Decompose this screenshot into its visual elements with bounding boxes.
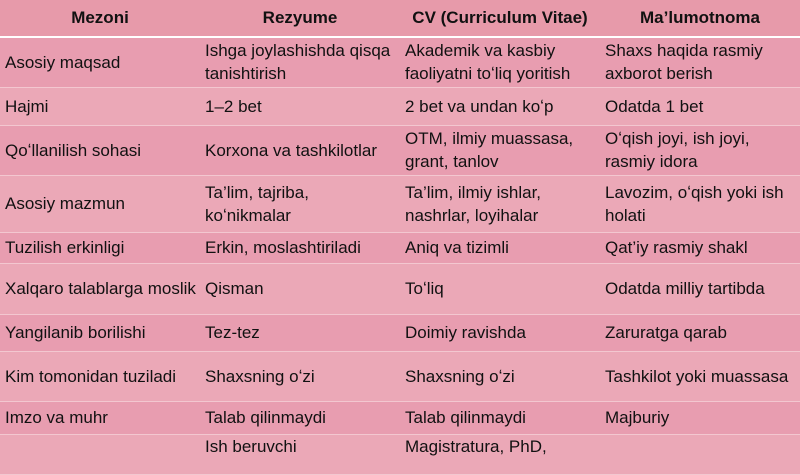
- cv-cell: 2 bet va undan koʻp: [400, 87, 600, 125]
- resume-cell: Ta’lim, tajriba, koʻnikmalar: [200, 175, 400, 232]
- table-row: [0, 401, 800, 434]
- criterion-cell: Tuzilish erkinligi: [0, 232, 200, 263]
- criterion-cell: Asosiy mazmun: [0, 175, 200, 232]
- cv-cell: Toʻliq: [400, 263, 600, 314]
- header-criterion: Mezoni: [0, 0, 200, 37]
- resume-cell: Ish beruvchi: [200, 434, 400, 474]
- table-row: [0, 232, 800, 263]
- reference-cell: Zaruratga qarab: [600, 314, 800, 351]
- criterion-cell: Xalqaro talablarga moslik: [0, 263, 200, 314]
- reference-cell: Qat’iy rasmiy shakl: [600, 232, 800, 263]
- resume-cell: Shaxsning oʻzi: [200, 351, 400, 401]
- reference-cell: Lavozim, oʻqish yoki ish holati: [600, 175, 800, 232]
- resume-cell: Korxona va tashkilotlar: [200, 125, 400, 175]
- cv-cell: Akademik va kasbiy faoliyatni toʻliq yoritish: [400, 37, 600, 87]
- header-cv: CV (Curriculum Vitae): [400, 0, 600, 37]
- table-row: [0, 263, 800, 314]
- cv-cell: Aniq va tizimli: [400, 232, 600, 263]
- criterion-cell: Qoʻllanilish sohasi: [0, 125, 200, 175]
- header-reference: Ma’lumotnoma: [600, 0, 800, 37]
- cv-cell: Doimiy ravishda: [400, 314, 600, 351]
- criterion-cell: Hajmi: [0, 87, 200, 125]
- resume-cell: 1–2 bet: [200, 87, 400, 125]
- criterion-cell: [0, 434, 200, 474]
- reference-cell: Tashkilot yoki muassasa: [600, 351, 800, 401]
- table-row: [0, 37, 800, 87]
- reference-cell: [600, 434, 800, 474]
- resume-cell: Talab qilinmaydi: [200, 401, 400, 434]
- cv-cell: OTM, ilmiy muassasa, grant, tanlov: [400, 125, 600, 175]
- table-row: [0, 314, 800, 351]
- criterion-cell: Yangilanib borilishi: [0, 314, 200, 351]
- table-row: [0, 175, 800, 232]
- header-row: [0, 0, 800, 37]
- reference-cell: Odatda milliy tartibda: [600, 263, 800, 314]
- resume-cell: Qisman: [200, 263, 400, 314]
- table-row: [0, 125, 800, 175]
- cv-cell: Ta’lim, ilmiy ishlar, nashrlar, loyihalar: [400, 175, 600, 232]
- criterion-cell: Imzo va muhr: [0, 401, 200, 434]
- resume-cell: Ishga joylashishda qisqa tanishtirish: [200, 37, 400, 87]
- cv-cell: Talab qilinmaydi: [400, 401, 600, 434]
- reference-cell: Oʻqish joyi, ish joyi, rasmiy idora: [600, 125, 800, 175]
- reference-cell: Majburiy: [600, 401, 800, 434]
- reference-cell: Shaxs haqida rasmiy axborot berish: [600, 37, 800, 87]
- reference-cell: Odatda 1 bet: [600, 87, 800, 125]
- table-row: [0, 351, 800, 401]
- resume-cell: Erkin, moslashtiriladi: [200, 232, 400, 263]
- cv-cell: Shaxsning oʻzi: [400, 351, 600, 401]
- header-resume: Rezyume: [200, 0, 400, 37]
- criterion-cell: Kim tomonidan tuziladi: [0, 351, 200, 401]
- table-row: [0, 434, 800, 474]
- criterion-cell: Asosiy maqsad: [0, 37, 200, 87]
- cv-cell: Magistratura, PhD,: [400, 434, 600, 474]
- resume-cell: Tez-tez: [200, 314, 400, 351]
- table-row: [0, 87, 800, 125]
